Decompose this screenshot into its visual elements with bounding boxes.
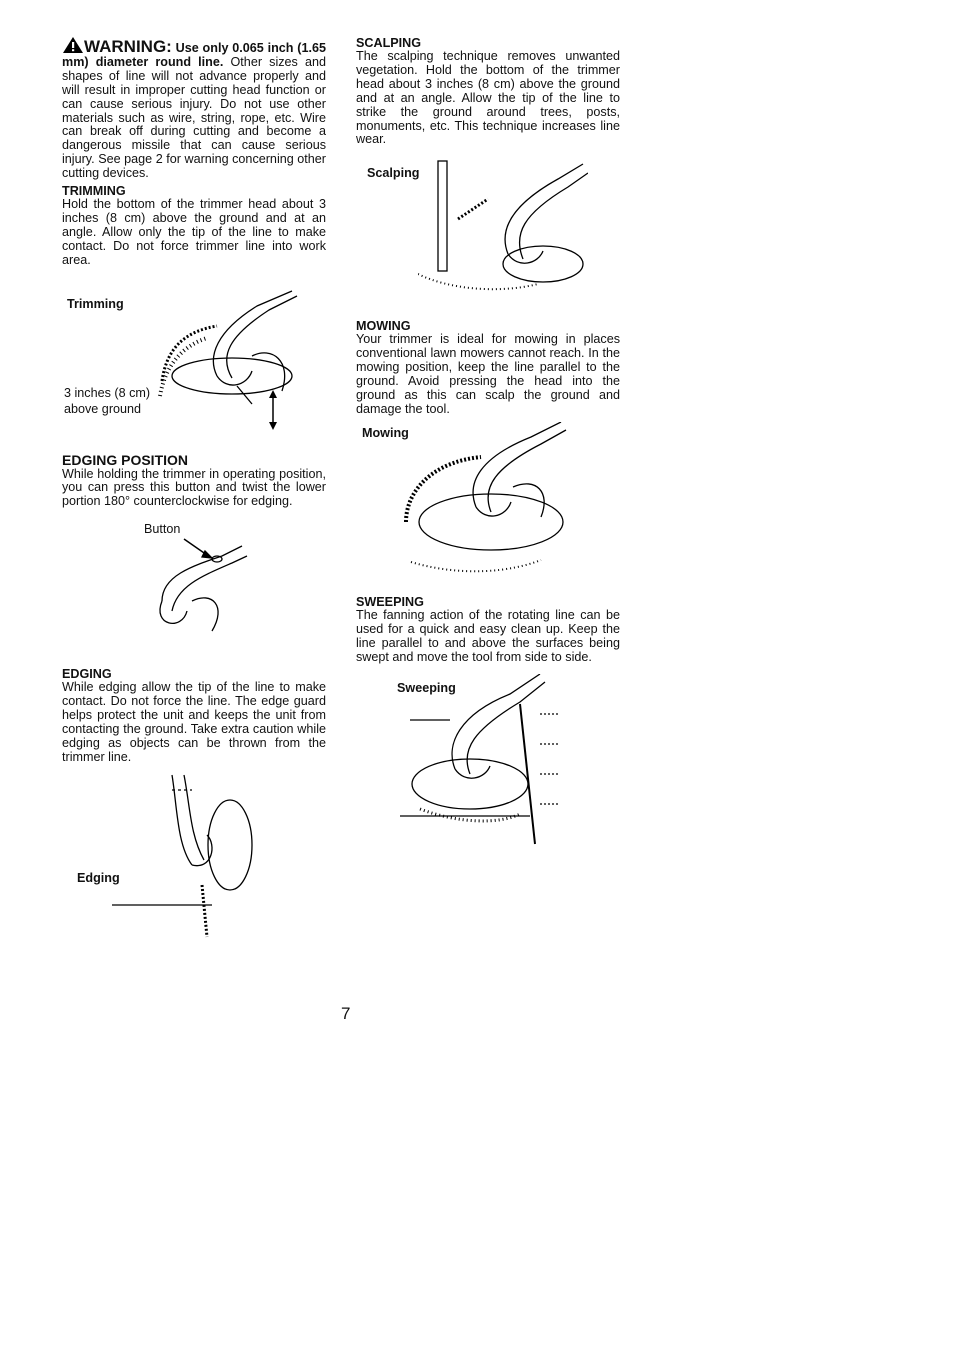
edging-position-heading: EDGING POSITION bbox=[62, 451, 189, 468]
warning-paragraph bbox=[62, 36, 326, 181]
scalping-figure bbox=[356, 147, 620, 319]
edging-text: While edging allow the tip of the line to make contact. Do not force the line. The edge guard helps protect the unit and keeps the unit from contacting the ground. Take extra caution while edging as objects can be thrown from the trimmer line. bbox=[62, 680, 326, 764]
mowing-text: Your trimmer is ideal for mowing in places conventional lawn mowers cannot reach. In the mowing position, keep the line parallel to the ground. Avoid pressing the head into the ground as this can scalp the ground and damage the tool. bbox=[356, 332, 620, 416]
edging-position-text: While holding the trimmer in operating position, you can press this button and twist the lower portion 180° counterclockwise for edging. bbox=[62, 466, 326, 509]
edging-position-illustration bbox=[142, 531, 252, 641]
trimming-height-label-2: above ground bbox=[64, 401, 142, 416]
scalping-illustration bbox=[418, 159, 588, 299]
mowing-caption: Mowing bbox=[362, 425, 409, 440]
mowing-heading: MOWING bbox=[356, 319, 411, 334]
sweeping-heading: SWEEPING bbox=[356, 594, 424, 609]
edging-position-figure bbox=[62, 509, 326, 667]
sweeping-text: The fanning action of the rotating line can be used for a quick and easy clean up. Keep the line parallel to and above the surfaces being swept and move the tool from side to side. bbox=[356, 607, 620, 664]
warning-bold-text: Use only 0.065 inch (1.65 mm) diameter round line. bbox=[62, 41, 326, 69]
edging-illustration bbox=[112, 765, 262, 940]
edging-heading: EDGING bbox=[62, 667, 112, 682]
button-label: Button bbox=[144, 522, 181, 537]
trimming-caption: Trimming bbox=[67, 296, 124, 311]
sweeping-illustration bbox=[400, 674, 570, 854]
trimming-figure bbox=[62, 268, 326, 446]
warning-text: Other sizes and shapes of line will not advance properly and will result in improper cutting head function or can cause serious injury. Do not use other materials such as wire, string, rope, etc. Wire can break off during cutting and become a dangerous missile that can cause serious injury. See page 2 for warning concerning other cutting devices. bbox=[62, 54, 326, 181]
scalping-heading: SCALPING bbox=[356, 36, 422, 50]
warning-triangle-icon bbox=[62, 36, 84, 54]
edging-figure bbox=[62, 765, 326, 945]
right-column bbox=[356, 36, 620, 864]
left-column bbox=[62, 36, 326, 945]
trimming-text: Hold the bottom of the trimmer head about 3 inches (8 cm) above the ground and at an angle. Allow only the tip of the line to make contact. Do not force trimmer line into work area. bbox=[62, 197, 326, 267]
mowing-figure bbox=[356, 417, 620, 595]
scalping-text: The scalping technique removes unwanted vegetation. Hold the bottom of the trimmer head about 3 inches (8 cm) above the ground and at an angle. Allow the tip of the line to strike the ground around trees, posts, monuments, etc. This technique increases line wear. bbox=[356, 49, 620, 147]
warning-title: WARNING: bbox=[84, 37, 172, 56]
page-number: 7 bbox=[341, 1004, 351, 1023]
trimming-height-label-1: 3 inches (8 cm) bbox=[64, 385, 151, 400]
edging-caption: Edging bbox=[77, 870, 120, 885]
sweeping-caption: Sweeping bbox=[397, 681, 456, 696]
scalping-caption: Scalping bbox=[367, 166, 420, 181]
trimming-illustration bbox=[157, 286, 307, 436]
sweeping-figure bbox=[356, 664, 620, 864]
trimming-heading: TRIMMING bbox=[62, 184, 126, 199]
mowing-illustration bbox=[401, 422, 581, 582]
